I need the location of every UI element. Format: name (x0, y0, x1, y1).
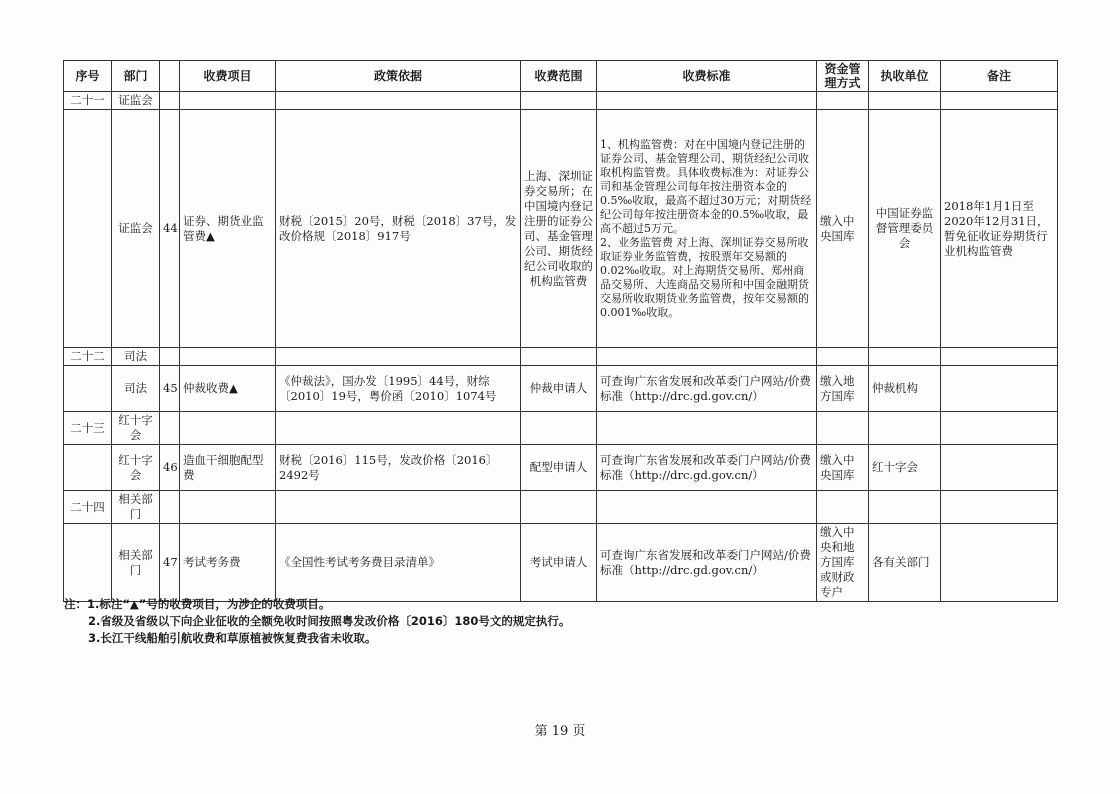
row-fund: 缴入中央国库 (817, 445, 869, 491)
row-policy: 《仲裁法》，国办发〔1995〕44号，财综〔2010〕19号，粤价函〔2010〕1074号 (276, 366, 521, 412)
page-number: 第 19 页 (534, 724, 586, 739)
row-unit: 红十字会 (869, 445, 941, 491)
row-unit: 中国证券监督管理委员会 (869, 110, 941, 348)
row-dept: 证监会 (112, 110, 160, 348)
category-number: 二十三 (64, 412, 112, 445)
category-number: 二十四 (64, 491, 112, 524)
fee-table (63, 60, 1058, 602)
row-remark: 2018年1月1日至2020年12月31日，暂免征收证券期货行业机构监管费 (941, 110, 1058, 348)
row-number: 44 (160, 110, 180, 348)
table-row (64, 445, 1058, 491)
row-dept: 红十字会 (112, 445, 160, 491)
row-remark (941, 366, 1058, 412)
footnote-3: 3.长江干线船舶引航收费和草原植被恢复费我省未收取。 (88, 631, 377, 645)
header-scope: 收费范围 (521, 61, 597, 92)
footnote-2: 2.省级及省级以下向企业征收的全额免收时间按照粤发改价格〔2016〕180号文的规定执行。 (88, 614, 571, 628)
header-fund: 资金管理方式 (817, 61, 869, 92)
row-dept: 相关部门 (112, 524, 160, 602)
category-row (64, 348, 1058, 366)
header-dept: 部门 (112, 61, 160, 92)
category-name: 红十字会 (112, 412, 160, 445)
row-fund: 缴入中央和地方国库或财政专户 (817, 524, 869, 602)
footnote-1: 注：1.标注“▲”号的收费项目，为涉企的收费项目。 (64, 597, 331, 611)
category-row (64, 92, 1058, 110)
header-policy: 政策依据 (276, 61, 521, 92)
row-unit: 仲裁机构 (869, 366, 941, 412)
row-item: 仲裁收费▲ (180, 366, 276, 412)
header-row (64, 61, 1058, 92)
row-policy: 财税〔2015〕20号，财税〔2018〕37号，发改价格规〔2018〕917号 (276, 110, 521, 348)
header-remark: 备注 (941, 61, 1058, 92)
row-remark (941, 524, 1058, 602)
row-policy: 财税〔2016〕115号，发改价格〔2016〕2492号 (276, 445, 521, 491)
row-standard: 可查询广东省发展和改革委门户网站/价费标准（http://drc.gd.gov.cn/） (597, 366, 817, 412)
row-standard: 可查询广东省发展和改革委门户网站/价费标准（http://drc.gd.gov.cn/） (597, 524, 817, 602)
category-number: 二十一 (64, 92, 112, 110)
header-unit: 执收单位 (869, 61, 941, 92)
table-row (64, 366, 1058, 412)
row-scope: 仲裁申请人 (521, 366, 597, 412)
header-standard: 收费标准 (597, 61, 817, 92)
table-row (64, 524, 1058, 602)
row-number: 47 (160, 524, 180, 602)
row-standard: 可查询广东省发展和改革委门户网站/价费标准（http://drc.gd.gov.cn/） (597, 445, 817, 491)
row-item: 造血干细胞配型费 (180, 445, 276, 491)
category-row (64, 491, 1058, 524)
row-item: 证券、期货业监管费▲ (180, 110, 276, 348)
row-unit: 各有关部门 (869, 524, 941, 602)
header-item: 收费项目 (180, 61, 276, 92)
row-policy: 《全国性考试考务费目录清单》 (276, 524, 521, 602)
row-scope: 考试申请人 (521, 524, 597, 602)
category-name: 相关部门 (112, 491, 160, 524)
row-standard: 1、机构监管费：对在中国境内登记注册的证券公司、基金管理公司、期货经纪公司收取机构监管费。具体收费标准为：对证券公司和基金管理公司每年按注册资本金的0.5‰收取，最高不超过30万元；对期货经纪公司每年按注册资本金的0.5‰收取，最高不超过5万元。 2、业务监管费 对上海、深圳证券交易所收取证券业务监管费，按股票年交易额的0.02‰收取。对上海期货交易所、郑州商品交易所、大连商品交易所和中国金融期货交易所收取期货业务监管费，按年交易额的0.001‰收取。 (597, 110, 817, 348)
row-item: 考试考务费 (180, 524, 276, 602)
category-name: 司法 (112, 348, 160, 366)
category-name: 证监会 (112, 92, 160, 110)
row-number: 46 (160, 445, 180, 491)
row-fund: 缴入中央国库 (817, 110, 869, 348)
table-row (64, 110, 1058, 348)
footnotes (64, 596, 1064, 647)
row-scope: 配型申请人 (521, 445, 597, 491)
row-scope: 上海、深圳证券交易所；在中国境内登记注册的证券公司、基金管理公司、期货经纪公司收取的机构监管费 (521, 110, 597, 348)
category-row (64, 412, 1058, 445)
row-remark (941, 445, 1058, 491)
category-number: 二十二 (64, 348, 112, 366)
header-seq: 序号 (64, 61, 112, 92)
header-blank (160, 61, 180, 92)
row-number: 45 (160, 366, 180, 412)
row-dept: 司法 (112, 366, 160, 412)
row-fund: 缴入地方国库 (817, 366, 869, 412)
